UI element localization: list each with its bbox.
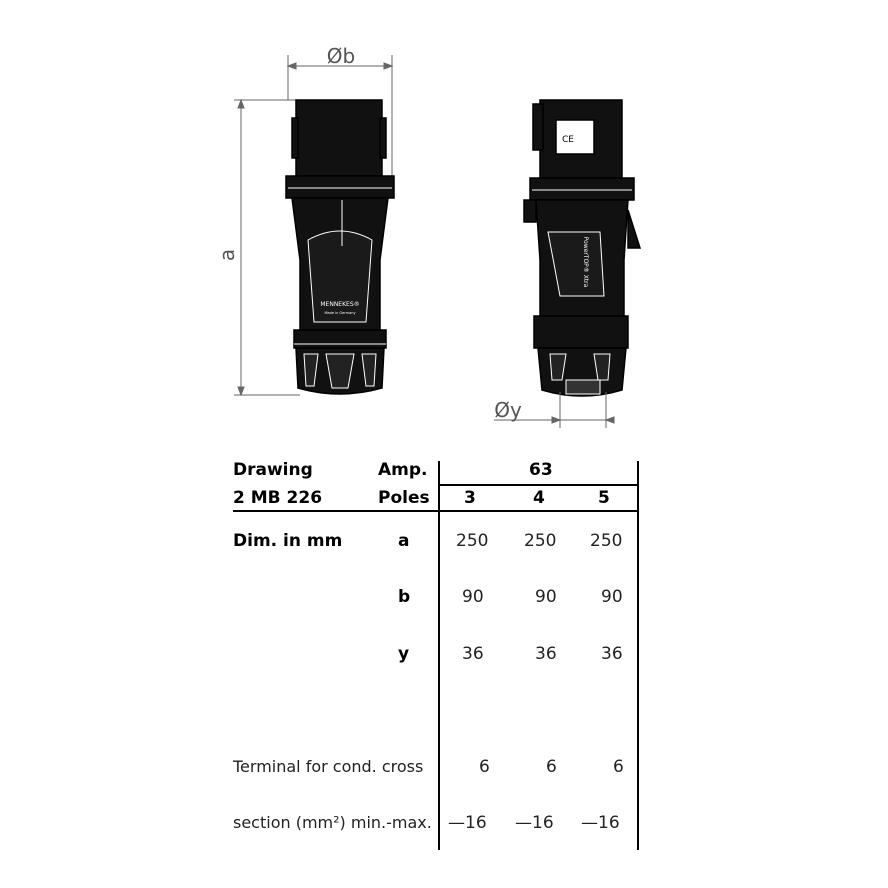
drawing-code: 2 MB 226 [233,488,323,508]
section-label: section (mm²) min.-max. [233,813,432,832]
terminal-val-4: 6 [546,757,557,777]
table-divider-left [438,461,440,850]
brand-subtext: Made in Germany [324,311,356,315]
poles-label: Poles [378,488,430,508]
side-view [524,100,640,396]
row-y-val-5: 36 [601,644,623,664]
poles-3: 3 [464,488,476,508]
section-val-4: —16 [515,813,554,833]
row-a-val-4: 250 [524,531,557,551]
row-a-val-3: 250 [456,531,489,551]
dim-a-label: a [215,248,239,262]
dim-label: Dim. in mm [233,531,343,551]
section-val-5: —16 [581,813,620,833]
amp-value: 63 [529,460,553,480]
row-key-b: b [398,587,411,607]
row-y-val-3: 36 [462,644,484,664]
dim-b-label: Øb [326,44,356,68]
terminal-val-3: 6 [479,757,490,777]
table-rule-header [233,510,639,512]
section-val-3: —16 [448,813,487,833]
terminal-label: Terminal for cond. cross [233,757,424,776]
amp-label: Amp. [378,460,428,480]
row-a-val-5: 250 [590,531,623,551]
table-divider-right [637,461,639,850]
front-view [234,55,394,395]
dimension-a [234,100,300,395]
table-rule-amp [438,484,639,486]
row-b-val-3: 90 [462,587,484,607]
drawing-label: Drawing [233,460,313,480]
row-y-val-4: 36 [535,644,557,664]
side-text: PowerTOP® Xtra [582,236,589,288]
row-b-val-5: 90 [601,587,623,607]
poles-4: 4 [533,488,545,508]
terminal-val-5: 6 [613,757,624,777]
dim-y-label: Øy [494,398,522,422]
row-key-a: a [398,531,410,551]
poles-5: 5 [598,488,610,508]
svg-text:CE: CE [562,135,574,145]
row-b-val-4: 90 [535,587,557,607]
row-key-y: y [398,644,410,664]
brand-text: MENNEKES® [320,301,360,308]
